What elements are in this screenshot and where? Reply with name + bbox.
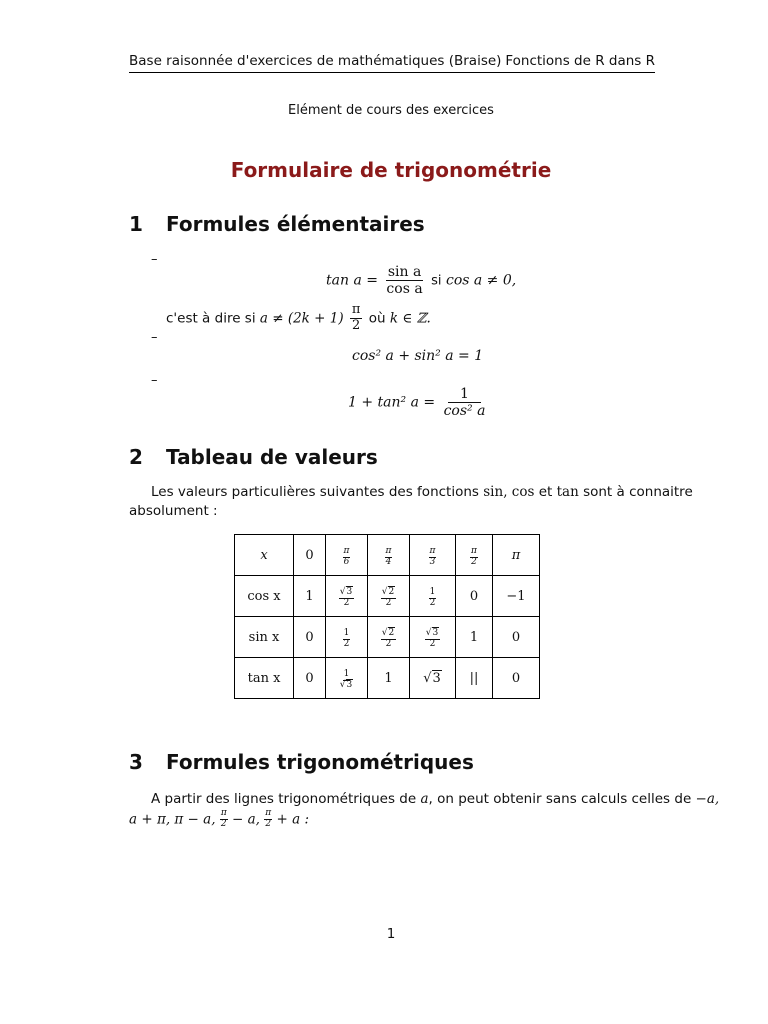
sec3-text-2: , on peut obtenir sans calculs celles de [428, 791, 692, 807]
table-cell: $\frac{√2}{2}$ [368, 576, 410, 617]
section-2-number: 2 [129, 445, 143, 469]
table-cell: 0 [493, 658, 540, 699]
fraction-numerator: π [351, 302, 361, 317]
note-math-1: a ≠ (2k + 1) [259, 310, 344, 327]
section-1-number: 1 [129, 212, 143, 236]
table-header-cell: π [493, 535, 540, 576]
table-cell: 1 [368, 658, 410, 699]
sec3-var-a: a [420, 791, 429, 807]
formula-tan-fraction [384, 264, 424, 297]
fraction-denominator: 2 [265, 818, 272, 829]
formula-tan-sq-lhs: 1 + tan² a = [348, 394, 436, 411]
table-header-cell: $\frac{\pi}{3}$ [410, 535, 456, 576]
fraction-numerator: sin a [387, 264, 422, 280]
intro-tan: tan [556, 484, 579, 500]
bullet-3: – [151, 373, 158, 388]
note-math-2: k ∈ ℤ. [389, 310, 431, 327]
table-row [235, 617, 540, 658]
table-cell: || [456, 658, 493, 699]
fraction-denominator: cos a [386, 281, 423, 298]
sec3-math-1: a + π, π − a, [129, 811, 216, 828]
sec3-fraction-2 [264, 809, 272, 830]
formula-si-word: si [431, 273, 442, 289]
fraction-numerator: π [265, 808, 272, 818]
table-header-cell: $\frac{\pi}{2}$ [456, 535, 493, 576]
fraction-numerator: 1 [448, 386, 481, 403]
table-row [235, 576, 540, 617]
sec3-math-2: − a, [232, 811, 260, 828]
sec3-text-1: A partir des lignes trigonométriques de [151, 791, 417, 807]
fraction-numerator: π [220, 808, 227, 818]
intro-sin: sin [483, 484, 504, 500]
fraction-denominator: cos² a [443, 403, 486, 420]
fraction-denominator: 2 [220, 818, 227, 829]
table-row [235, 658, 540, 699]
formula-tan-condition: cos a ≠ 0, [445, 272, 517, 289]
formula-tan-lhs: tan a = [326, 272, 378, 289]
intro-text-2: sont à connaitre [583, 484, 693, 500]
table-cell: 1 [294, 576, 326, 617]
table-cell: $\frac{√2}{2}$ [368, 617, 410, 658]
table-cell: $\frac{1}{√3}$ [326, 658, 368, 699]
table-header-cell: x [235, 535, 294, 576]
sec3-math-neg-a: −a, [695, 791, 720, 807]
intro-sep: , [503, 484, 508, 500]
table-intro-line-2: absolument : [129, 503, 218, 519]
table-header-cell: 0 [294, 535, 326, 576]
note-prefix: c'est à dire si [166, 310, 256, 327]
document-title: Formulaire de trigonométrie [230, 158, 552, 182]
bullet-2: – [151, 330, 158, 345]
formula-tan-note [166, 303, 431, 334]
sec3-paragraph-line-1 [151, 791, 719, 807]
table-cell: $\frac{1}{2}$ [410, 576, 456, 617]
note-fraction [350, 303, 363, 334]
table-intro-line-1 [151, 484, 693, 500]
formula-pythagorean: cos² a + sin² a = 1 [352, 348, 484, 364]
table-header-row [235, 535, 540, 576]
sec3-fraction-1 [220, 809, 228, 830]
table-header-cell: $\frac{\pi}{4}$ [368, 535, 410, 576]
table-cell: −1 [493, 576, 540, 617]
sec3-paragraph-line-2 [129, 809, 309, 830]
trig-values-table [234, 534, 540, 699]
intro-cos: cos [511, 484, 535, 500]
section-1-title: Formules élémentaires [166, 212, 425, 236]
intro-text-1: Les valeurs particulières suivantes des fonctions [151, 484, 479, 500]
formula-tan-sq-fraction [442, 386, 488, 419]
header-rule [129, 72, 655, 73]
header-right-title: Fonctions de R dans R [505, 53, 655, 69]
note-ou-word: où [368, 310, 386, 327]
row-label: cos x [235, 576, 294, 617]
section-3-title: Formules trigonométriques [166, 750, 474, 774]
bullet-1: – [151, 252, 158, 267]
header-left-title: Base raisonnée d'exercices de mathématiques (Braise) [129, 53, 502, 69]
table-cell: $\frac{1}{2}$ [326, 617, 368, 658]
document-subtitle: Elément de cours des exercices [288, 103, 494, 118]
row-label: sin x [235, 617, 294, 658]
table-header-cell: $\frac{\pi}{6}$ [326, 535, 368, 576]
section-2-title: Tableau de valeurs [166, 445, 378, 469]
table-cell: 0 [294, 617, 326, 658]
table-cell: $\frac{√3}{2}$ [326, 576, 368, 617]
row-label: tan x [235, 658, 294, 699]
section-3-number: 3 [129, 750, 143, 774]
table-cell: 0 [493, 617, 540, 658]
fraction-denominator: 2 [352, 317, 361, 333]
formula-tan-sq [348, 386, 489, 419]
table-cell: $\frac{√3}{2}$ [410, 617, 456, 658]
sec3-math-3: + a : [276, 811, 309, 828]
table-cell: √3 [410, 658, 456, 699]
table-cell: 0 [294, 658, 326, 699]
table-cell: 0 [456, 576, 493, 617]
intro-et: et [538, 484, 553, 500]
page-number: 1 [386, 926, 396, 942]
table-cell: 1 [456, 617, 493, 658]
formula-tan-def [326, 264, 516, 297]
